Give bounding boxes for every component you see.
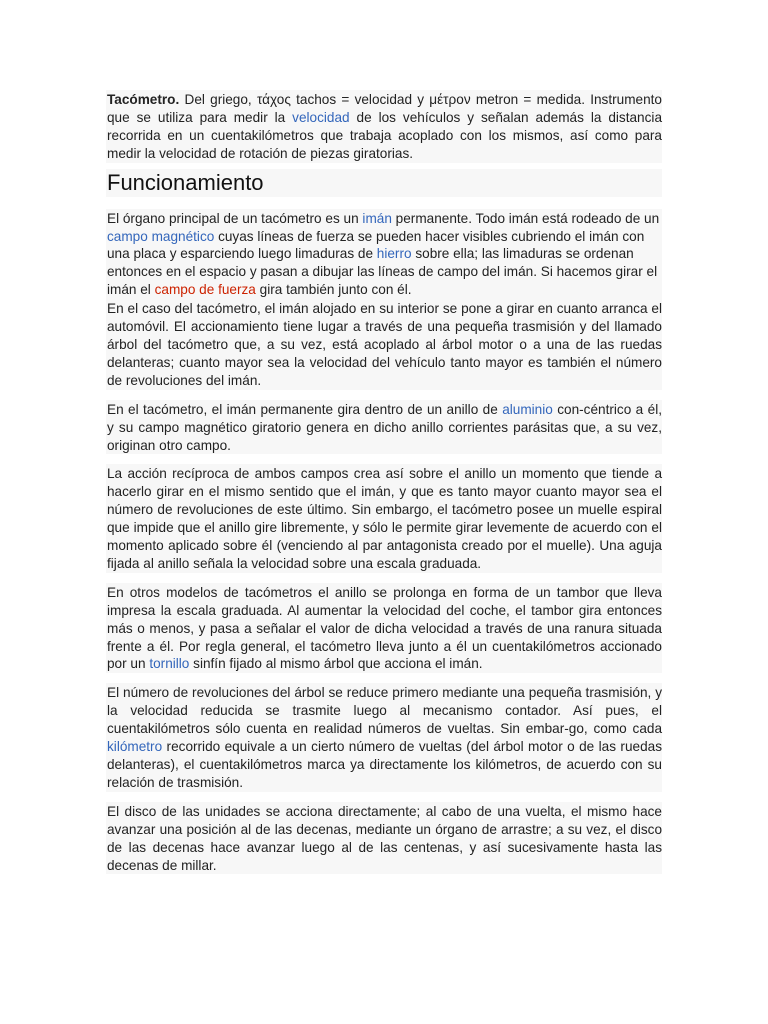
p1-text-3: cuyas líneas de fuerza se pueden hacer visibles cubriendo el imán con una placa y esparciendo luego limaduras de: [107, 228, 645, 262]
paragraph-7: El disco de las unidades se acciona directamente; al cabo de una vuelta, el mismo hace avanzar una posición al de las decenas, mediante un órgano de arrastre; a su vez, el disco de las decenas hace avanzar luego al de las centenas, y así sucesivamente hasta las decenas de millar.: [107, 803, 662, 873]
p5-text-2: sinfín fijado al mismo árbol que acciona el imán.: [189, 656, 483, 672]
p3-text-2: con-céntrico a él, y su campo magnético giratorio genera en dicho anillo corrientes parásitas que, a su vez, originan otro campo.: [107, 401, 663, 453]
intro-term: Tacómetro.: [107, 92, 180, 107]
paragraph-1: [106, 209, 662, 300]
p6-text-2: recorrido equivale a un cierto número de vueltas (del árbol motor o de las ruedas delanteras), el cuentakilómetros marca ya directamente los kilómetros, de acuerdo con su relación de trasmisión.: [107, 739, 662, 790]
paragraph-3: [106, 400, 662, 455]
link-velocidad[interactable]: velocidad: [292, 109, 350, 125]
article: [106, 90, 662, 874]
intro-text-1: Del griego, τάχος tachos = velocidad y μέτρον metron = medida. Instrumento que se utiliza para medir la: [107, 92, 662, 125]
paragraph-5: [106, 583, 662, 674]
link-campo-magnetico[interactable]: campo magnético: [107, 228, 215, 244]
p3-text-1: En el tacómetro, el imán permanente gira dentro de un anillo de: [107, 401, 503, 417]
p1-text-5: gira también junto con él.: [255, 282, 412, 298]
paragraph-4: La acción recíproca de ambos campos crea así sobre el anillo un momento que tiende a hacerlo girar en el mismo sentido que el imán, y que es tanto mayor cuanto mayor sea el número de revoluciones de este último. Sin embargo, el tacómetro posee un muelle espiral que impide que el anillo gire libremente, y sólo le permite girar levemente de acuerdo con el momento aplicado sobre él (venciendo al par antagonista creado por el muelle). Una aguja fijada al anillo señala la velocidad sobre una escala graduada.: [107, 466, 662, 571]
link-hierro[interactable]: hierro: [376, 246, 412, 262]
paragraph-2: En el caso del tacómetro, el imán alojado en su interior se pone a girar en cuanto arranca el automóvil. El accionamiento tiene lugar a través de una pequeña trasmisión y del llamado árbol del tacómetro que, a su vez, está acoplado al árbol motor o a una de las ruedas delanteras; cuanto mayor sea la velocidad del vehículo tanto mayor es también el número de revoluciones del imán.: [107, 301, 662, 388]
link-aluminio[interactable]: aluminio: [502, 401, 553, 417]
link-kilometro[interactable]: kilómetro: [107, 739, 163, 755]
link-iman[interactable]: imán: [362, 210, 392, 226]
intro-paragraph: [106, 90, 662, 163]
paragraph-6: [106, 683, 662, 791]
p5-text-1: En otros modelos de tacómetros el anillo se prolonga en forma de un tambor que lleva impresa la escala graduada. Al aumentar la velocidad del coche, el tambor gira entonces más o menos, y pasa a señalar el valor de dicha velocidad a través de una ranura situada frente a él. Por regla general, el tacómetro lleva junto a él un cuentakilómetros accionado por un: [107, 584, 662, 672]
p1-text-4: sobre ella; las limaduras se ordenan entonces en el espacio y pasan a dibujar las líneas de campo del imán. Si hacemos girar el imán el: [107, 246, 658, 298]
link-campo-de-fuerza[interactable]: campo de fuerza: [154, 282, 256, 298]
p1-text-1: El órgano principal de un tacómetro es un: [107, 210, 363, 226]
section-title: Funcionamiento: [106, 169, 662, 197]
p1-text-2: permanente. Todo imán está rodeado de un: [391, 210, 660, 226]
intro-text-2: de los vehículos y señalan además la distancia recorrida en un cuentakilómetros que trabaja acoplado con los mismos, así como para medir la velocidad de rotación de piezas giratorias.: [107, 109, 662, 161]
link-tornillo[interactable]: tornillo: [149, 656, 190, 672]
p6-text-1: El número de revoluciones del árbol se reduce primero mediante una pequeña trasmisión, y la velocidad reducida se trasmite luego al mecanismo contador. Así pues, el cuentakilómetros sólo cuenta en realidad números de vueltas. Sin embar-go, como cada: [107, 685, 662, 737]
